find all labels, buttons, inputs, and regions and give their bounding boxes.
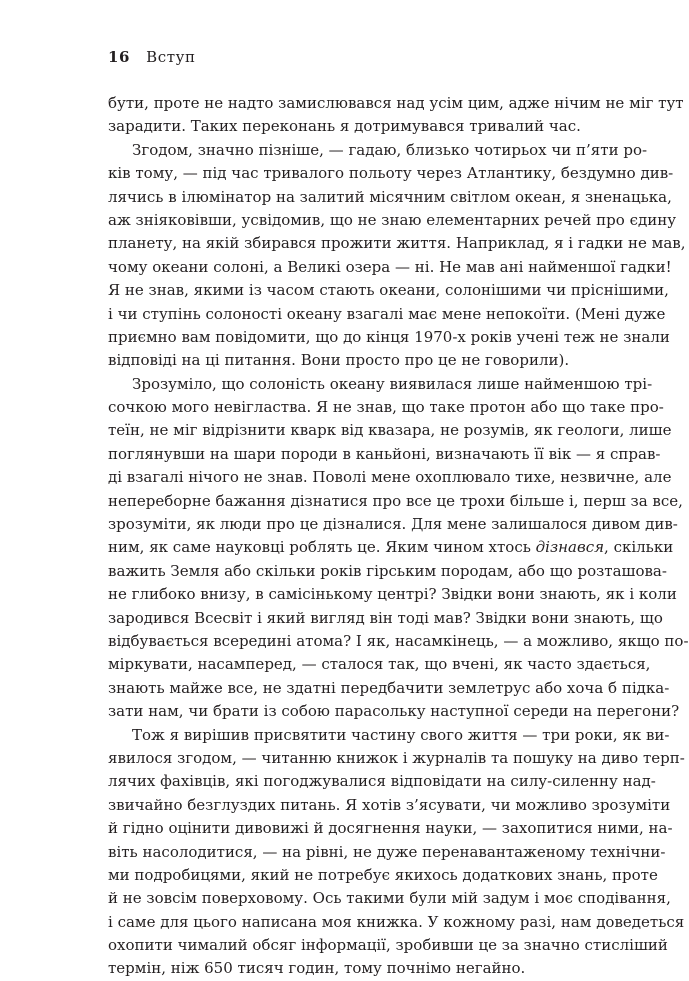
running-head	[108, 48, 196, 66]
text-line: не глибоко внизу, в самісінькому центрі? Звідки вони знають, як і коли	[108, 585, 677, 604]
text-line: непереборне бажання дізнатися про все це трохи більше і, перш за все,	[108, 491, 683, 510]
text-line: планету, на якій збирався прожити життя. Наприклад, я і гадки не мав,	[108, 234, 686, 253]
text-line: Зрозуміло, що солоність океану виявилася лише найменшою трі-	[132, 374, 653, 393]
text-line: відбувається всередині атома? І як, насамкінець, — а можливо, якщо по-	[108, 631, 689, 650]
text-line: знають майже все, не здатні передбачити землетрус або хоча б підка-	[108, 678, 670, 697]
text-line: лячих фахівців, які погоджувалися відповідати на силу-силенну над-	[108, 772, 656, 791]
text-line: лячись в ілюмінатор на залитий місячним світлом океан, я зненацька,	[108, 187, 672, 206]
page-number: 16	[108, 48, 131, 66]
text-line: охопити чималий обсяг інформації, зробивши це за значно стисліший	[108, 936, 668, 955]
text-line: Я не знав, якими із часом стають океани, солонішими чи пріснішими,	[108, 281, 669, 300]
text-line: ків тому, — під час тривалого польоту через Атлантику, бездумно див-	[108, 164, 674, 183]
text-line: зати нам, чи брати із собою парасольку наступної середи на перегони?	[108, 702, 680, 721]
section-title: Вступ	[146, 48, 196, 66]
text-line: чому океани солоні, а Великі озера — ні. Не мав ані найменшої гадки!	[108, 257, 672, 276]
text-line: Згодом, значно пізніше, — гадаю, близько чотирьох чи п’яти ро-	[132, 140, 648, 159]
text-line: ним, як саме науковці роблять це. Яким чином хтось дізнався, скільки	[108, 538, 674, 557]
text-line: явилося згодом, — читанню книжок і журналів та пошуку на диво терп-	[108, 748, 685, 767]
text-line: приємно вам повідомити, що до кінця 1970-х років учені теж не знали	[108, 327, 670, 346]
text-line: і саме для цього написана моя книжка. У кожному разі, нам доведеться	[108, 912, 685, 931]
text-line: зарадити. Таких переконань я дотримувався тривалий час.	[108, 117, 581, 136]
paragraph	[108, 139, 686, 373]
text-line: теїн, не міг відрізнити кварк від квазара, не розумів, як геологи, лише	[108, 421, 672, 440]
text-line: ді взагалі нічого не знав. Поволі мене охоплювало тихе, незвичне, але	[108, 468, 672, 487]
paragraph	[108, 92, 684, 139]
italic-emphasis: дізнався	[535, 538, 605, 557]
text-line: звичайно безглуздих питань. Я хотів з’ясувати, чи можливо зрозуміти	[108, 795, 671, 814]
text-line: важить Земля або скільки років гірським породам, або що розташова-	[108, 561, 667, 580]
body-text	[108, 92, 689, 981]
text-line: бути, проте не надто замислювався над усім цим, адже нічим не міг тут	[108, 94, 684, 112]
text-line: й не зовсім поверховому. Ось такими були мій задум і моє сподівання,	[108, 889, 671, 908]
text-line: і чи ступінь солоності океану взагалі має мене непокоїти. (Мені дуже	[108, 304, 666, 323]
text-line: міркувати, насамперед, — сталося так, що вчені, як часто здається,	[108, 655, 651, 674]
text-line: віть насолодитися, — на рівні, не дуже перенавантаженому технічни-	[108, 842, 666, 861]
paragraph	[108, 373, 689, 724]
paragraph	[108, 724, 685, 981]
text-line: сочкою мого невігластва. Я не знав, що таке протон або що таке про-	[108, 398, 664, 417]
text-line: зародився Всесвіт і який вигляд він тоді мав? Звідки вони знають, що	[108, 608, 663, 627]
text-line: відповіді на ці питання. Вони просто про це не говорили).	[108, 351, 570, 370]
text-line: й гідно оцінити дивовижі й досягнення науки, — захопитися ними, на-	[108, 819, 673, 838]
text-line: Тож я вирішив присвятити частину свого життя — три роки, як ви-	[132, 725, 670, 744]
text-line: поглянувши на шари породи в каньйоні, визначають її вік — я справ-	[108, 444, 661, 463]
text-line: термін, ніж 650 тисяч годин, тому почнімо негайно.	[108, 959, 526, 978]
text-line: аж зніяковівши, усвідомив, що не знаю елементарних речей про єдину	[108, 210, 677, 229]
text-line: ми подробицями, який не потребує якихось додаткових знань, проте	[108, 865, 658, 884]
text-line: зрозуміти, як люди про це дізналися. Для мене залишалося дивом див-	[108, 515, 678, 534]
